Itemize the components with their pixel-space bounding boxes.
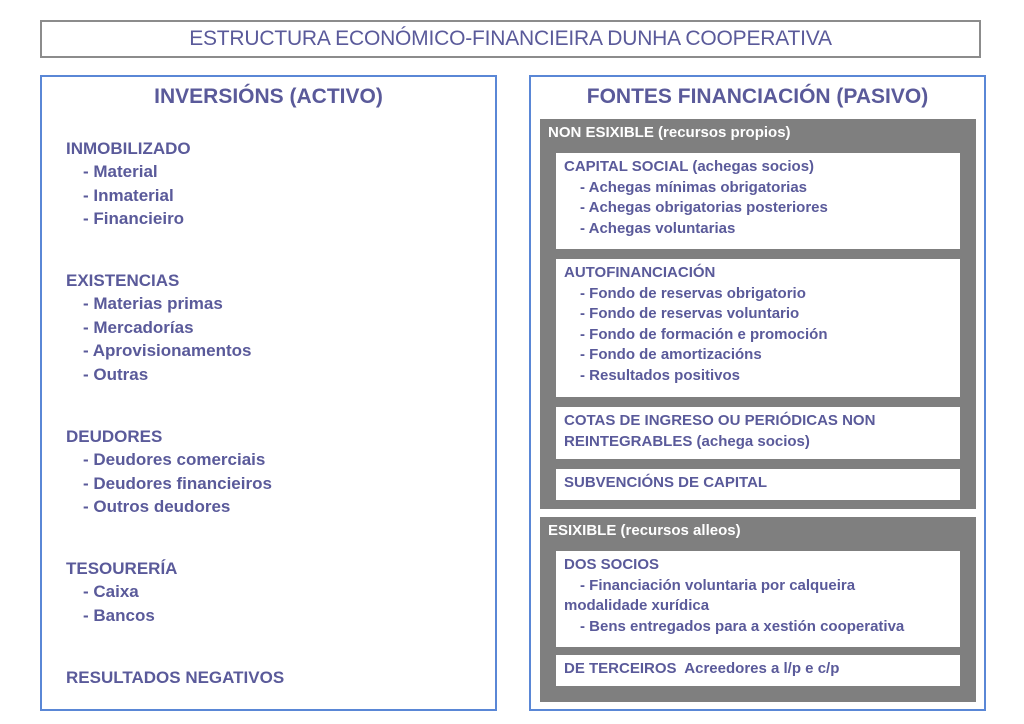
non-esixible-sublabel: (recursos propios): [653, 124, 791, 141]
group-item: - Mercadorías: [83, 317, 194, 337]
group-tesoureria: [66, 557, 177, 627]
autofinanciacion-item: - Fondo de formación e promoción: [580, 325, 828, 343]
autofinanciacion-item: - Fondo de reservas voluntario: [580, 305, 800, 322]
group-deudores: [66, 425, 272, 519]
terceiros-label: DE TERCEIROS Acreedores a l/p e c/p: [564, 660, 840, 677]
dos-socios-item-cont: modalidade xurídica: [564, 597, 710, 614]
terceiros-box: [556, 655, 960, 686]
dos-socios-item: - Financiación voluntaria por calqueira: [580, 576, 856, 594]
liabilities-heading: FONTES FINANCIACIÓN (PASIVO): [586, 85, 929, 108]
group-item: - Outras: [83, 364, 149, 384]
assets-heading: INVERSIÓNS (ACTIVO): [154, 85, 383, 108]
non-esixible-header: [540, 119, 976, 141]
group-item: - Material: [83, 162, 158, 181]
group-item: - Aprovisionamentos: [83, 341, 252, 360]
group-item: - Financieiro: [83, 209, 185, 228]
group-inmobilizado: [66, 137, 191, 231]
cotas-line: REINTEGRABLES (achega socios): [564, 432, 810, 450]
capital-social-item: - Achegas obrigatorias posteriores: [580, 199, 828, 216]
group-item: - Materias primas: [83, 294, 223, 313]
autofinanciacion-box: [556, 259, 960, 397]
capital-social-item: - Achegas voluntarias: [580, 219, 736, 237]
group-item: - Bancos: [83, 605, 155, 625]
esixible-label: ESIXIBLE: [548, 522, 617, 539]
group-item: - Caixa: [83, 582, 139, 601]
subvencions-box: [556, 469, 960, 500]
liabilities-panel: [529, 75, 986, 711]
group-title: RESULTADOS NEGATIVOS: [66, 668, 285, 687]
esixible-block: [540, 517, 976, 702]
cotas-box: [556, 407, 960, 459]
group-item: - Deudores financieiros: [83, 473, 272, 493]
dos-socios-box: [556, 551, 960, 647]
assets-panel: [40, 75, 497, 711]
group-existencias: [66, 269, 251, 386]
esixible-header: [540, 517, 976, 539]
cotas-line: COTAS DE INGRESO OU PERIÓDICAS NON: [564, 412, 876, 429]
group-item: - Outros deudores: [83, 497, 231, 516]
group-title: INMOBILIZADO: [66, 139, 191, 158]
group-resultados-negativos: [66, 666, 284, 689]
capital-social-box: [556, 153, 960, 249]
non-esixible-block: [540, 119, 976, 509]
capital-social-item: - Achegas mínimas obrigatorias: [580, 178, 808, 196]
autofinanciacion-item: - Fondo de reservas obrigatorio: [580, 284, 806, 302]
group-title: EXISTENCIAS: [66, 271, 180, 290]
group-title: DEUDORES: [66, 427, 163, 446]
diagram-title: ESTRUCTURA ECONÓMICO-FINANCIEIRA DUNHA COOPERATIVA: [40, 20, 981, 58]
group-title: TESOURERÍA: [66, 559, 178, 578]
autofinanciacion-item: - Resultados positivos: [580, 366, 741, 384]
dos-socios-title: DOS SOCIOS: [564, 556, 660, 573]
dos-socios-item: - Bens entregados para a xestión cooperativa: [580, 617, 905, 635]
subvencions-label: SUBVENCIÓNS DE CAPITAL: [564, 474, 768, 491]
group-item: - Inmaterial: [83, 185, 174, 205]
group-item: - Deudores comerciais: [83, 450, 266, 469]
autofinanciacion-title: AUTOFINANCIACIÓN: [564, 264, 716, 281]
non-esixible-label: NON ESIXIBLE: [548, 124, 654, 141]
capital-social-title: CAPITAL SOCIAL (achegas socios): [564, 158, 815, 175]
autofinanciacion-item: - Fondo de amortizacións: [580, 346, 762, 363]
esixible-sublabel: (recursos alleos): [616, 522, 741, 539]
